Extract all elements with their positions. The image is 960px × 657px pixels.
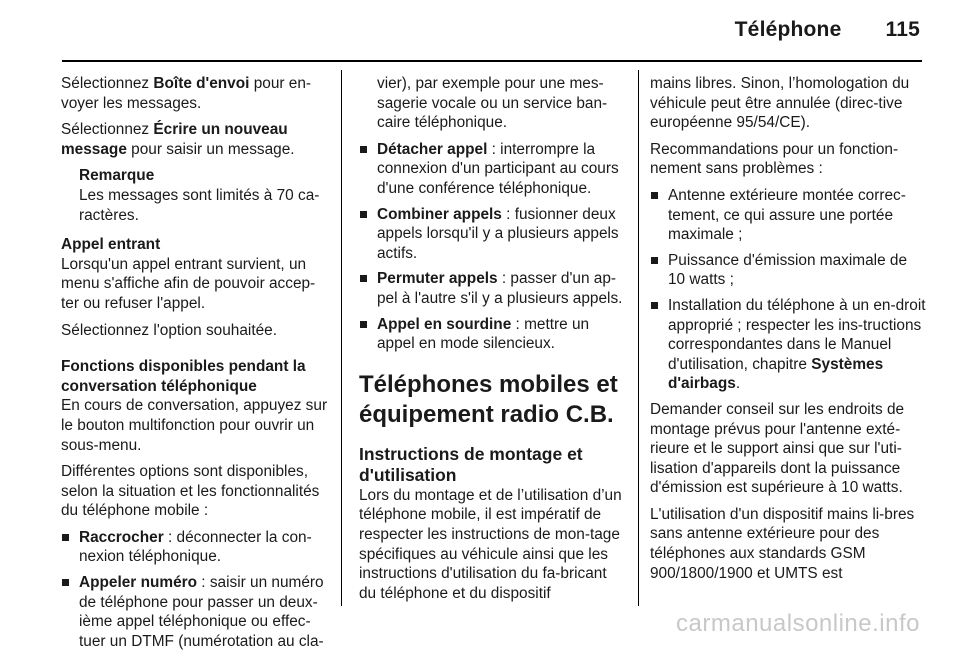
text: : déconnecter la con-nexion téléphonique.	[79, 528, 312, 566]
paragraph: Différentes options sont disponibles, selon la situation et les fonctionnalités du téléphone mobile :	[61, 463, 320, 520]
paragraph: Lors du montage et de l’utilisation d’un téléphone mobile, il est impératif de respecter les instructions de mon-tage spécifiques au véhicule ainsi que les instructions d'utilisation du fa-bricant du téléphone et du dispositif	[359, 486, 622, 602]
column-divider	[341, 70, 342, 606]
page-header	[735, 18, 920, 42]
text: .	[735, 375, 741, 393]
paragraph	[61, 74, 333, 113]
paragraph: En cours de conversation, appuyez sur le bouton multifonction pour ouvrir un sous-menu.	[61, 397, 328, 454]
section-heading: Appel entrant	[61, 236, 161, 254]
list-item: Antenne extérieure montée correc-tement, ce qui assure une portée maximale ;	[650, 186, 926, 245]
column-1	[61, 74, 333, 657]
list-item	[650, 296, 926, 394]
text: : saisir un numéro de téléphone pour passer un deux-ième appel téléphonique ou effec-tuer un DTMF (numérotation au cla-	[79, 574, 324, 650]
text: Installation du téléphone à un en-droit approprié ; respecter les ins-tructions correspondantes dans le Manuel d'utilisation, chapitre	[668, 296, 926, 373]
menu-term: Systèmes d'airbags	[668, 355, 884, 393]
menu-term: Appeler numéro	[79, 574, 198, 592]
paragraph: Lorsqu'un appel entrant survient, un menu s'affiche afin de pouvoir accep-ter ou refuser l'appel.	[61, 255, 316, 312]
menu-term: Écrire un nouveau message	[61, 121, 288, 158]
text: : fusionner deux appels lorsqu'il y a plusieurs appels actifs.	[377, 205, 619, 262]
text: pour saisir un message.	[126, 140, 295, 158]
menu-term: Appel en sourdine	[377, 315, 512, 333]
note-box	[79, 166, 333, 225]
paragraph: vier), par exemple pour une mes-sagerie vocale ou un service ban-caire téléphonique.	[377, 75, 608, 132]
menu-term: Permuter appels	[377, 270, 498, 288]
header-rule	[62, 60, 922, 62]
column-2	[359, 74, 627, 610]
paragraph: mains libres. Sinon, l’homologation du véhicule peut être annulée (direc-tive européenne 95/54/CE).	[650, 75, 910, 132]
text: : mettre un appel en mode silencieux.	[377, 315, 590, 353]
subsection-heading: Instructions de montage et d'utilisation	[359, 443, 583, 485]
menu-term: Raccrocher	[79, 528, 164, 546]
list-item	[359, 315, 627, 354]
list-item	[359, 205, 627, 264]
menu-term: Combiner appels	[377, 205, 502, 223]
menu-term: Boîte d'envoi	[153, 75, 250, 92]
note-text: Les messages sont limités à 70 ca-ractères.	[79, 186, 320, 224]
section-heading: Fonctions disponibles pendant la conversation téléphonique	[61, 358, 306, 395]
page-title: Téléphone	[734, 18, 842, 41]
paragraph: Demander conseil sur les endroits de montage prévus pour l'antenne exté-rieure et le support ainsi que sur l'uti-lisation d'appareils dont la puissance d'émission est supérieure à 10 watts.	[650, 400, 905, 497]
text: : interrompre la connexion d'un participant au cours d'une conférence téléphonique.	[377, 140, 619, 197]
chapter-heading: Téléphones mobiles et équipement radio C.B.	[359, 370, 618, 428]
list-item	[359, 269, 627, 308]
page-number: 115	[885, 18, 920, 41]
menu-term: Détacher appel	[377, 140, 488, 158]
note-title: Remarque	[79, 167, 155, 185]
paragraph: Recommandations pour un fonction-nement sans problèmes :	[650, 140, 899, 178]
paragraph: L'utilisation d'un dispositif mains li-bres sans antenne extérieure pour des téléphones aux standards GSM 900/1800/1900 et UMTS est	[650, 505, 915, 582]
text: Sélectionnez	[61, 121, 154, 139]
list-item	[61, 528, 333, 567]
text: Sélectionnez	[61, 75, 154, 92]
paragraph: Sélectionnez l'option souhaitée.	[61, 321, 277, 339]
column-divider	[638, 70, 639, 606]
text: : passer d'un ap-pel à l'autre s'il y a plusieurs appels.	[377, 270, 623, 307]
list-item: Puissance d'émission maximale de 10 watts ;	[650, 251, 926, 290]
column-3	[650, 74, 926, 590]
list-item	[61, 573, 333, 651]
watermark: carmanualsonline.info	[676, 610, 920, 637]
text: pour en-voyer les messages.	[61, 75, 312, 112]
paragraph	[61, 120, 333, 159]
list-item	[359, 140, 627, 199]
